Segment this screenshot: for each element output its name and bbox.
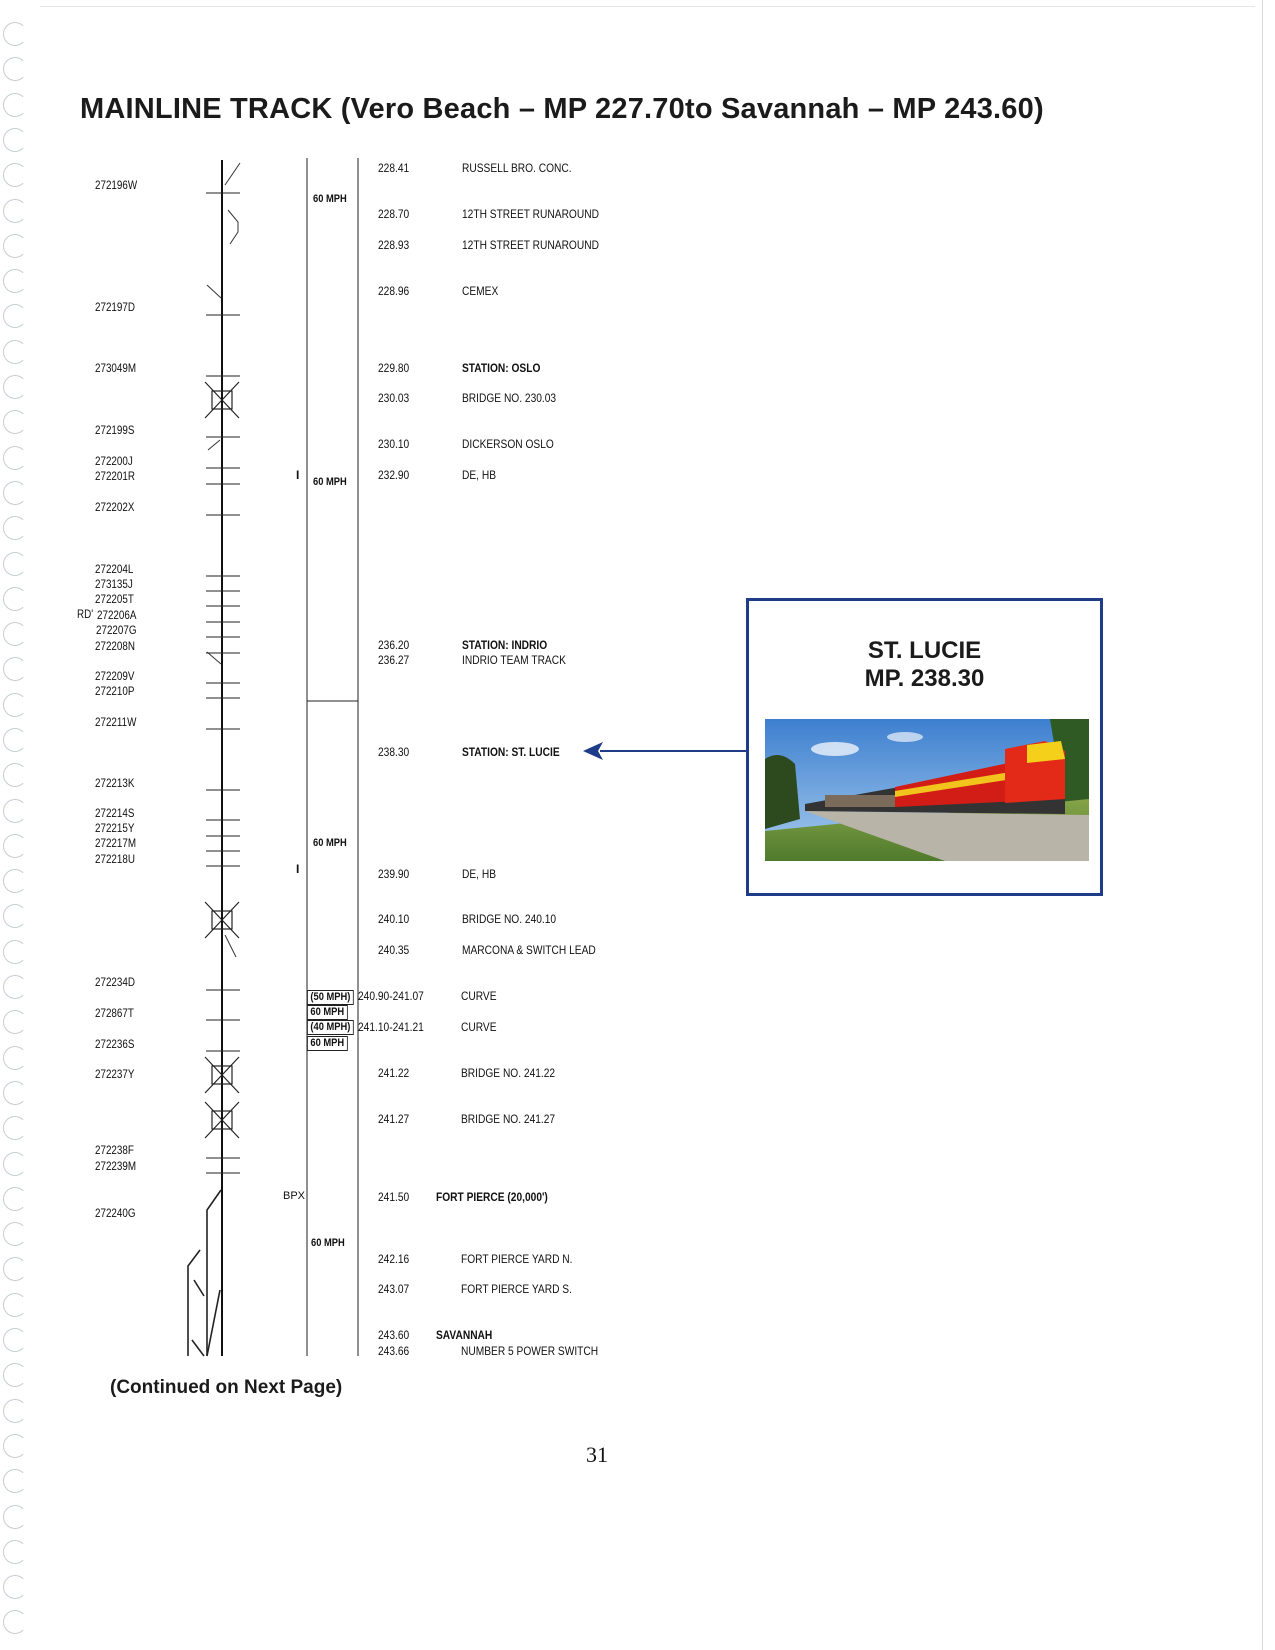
milepost-value: 242.16 — [378, 1252, 410, 1266]
speed-curve-2: (40 MPH) — [307, 1020, 354, 1035]
callout-station-name: ST. LUCIE — [867, 637, 982, 664]
milepost-value: 228.93 — [378, 238, 410, 252]
crossing-label: 272213K — [95, 776, 135, 790]
speed-limit-5: 60 MPH — [307, 1036, 348, 1051]
crossing-label: 272208N — [95, 639, 135, 653]
milepost-value: 241.10-241.21 — [358, 1020, 424, 1034]
turnout-indrio — [207, 652, 221, 664]
milepost-description: STATION: INDRIO — [462, 638, 548, 652]
milepost-value: 239.90 — [378, 867, 410, 881]
runaround-siding — [228, 210, 238, 244]
crossing-label: 272205T — [95, 592, 134, 606]
milepost-value: 243.60 — [378, 1328, 410, 1342]
page-title: MAINLINE TRACK (Vero Beach – MP 227.70to Savannah – MP 243.60) — [80, 93, 1044, 125]
milepost-description: BRIDGE NO. 241.22 — [461, 1066, 556, 1080]
speed-limit-2: 60 MPH — [313, 476, 347, 488]
speed-limit-6: 60 MPH — [311, 1237, 345, 1249]
page-number: 31 — [586, 1442, 608, 1467]
marker-bpx: BPX — [283, 1190, 306, 1202]
crossing-label: 272206A — [97, 608, 137, 622]
milepost-value: 228.70 — [378, 207, 410, 221]
crossing-label: 273135J — [95, 577, 133, 591]
crossing-label: 272217M — [95, 836, 137, 850]
milepost-value: 240.10 — [378, 912, 410, 926]
milepost-value: 241.50 — [378, 1190, 410, 1204]
crossing-label: 272237Y — [95, 1067, 135, 1081]
turnout-marcona — [225, 935, 236, 957]
crossing-label: 272202X — [95, 500, 135, 514]
milepost-description: CEMEX — [462, 284, 499, 298]
milepost-description: BRIDGE NO. 230.03 — [462, 391, 557, 405]
milepost-description: STATION: OSLO — [462, 361, 541, 375]
milepost-description: CURVE — [461, 989, 497, 1003]
crossing-label: 272207G — [96, 623, 137, 637]
speed-curve-1: (50 MPH) — [307, 990, 354, 1005]
train-photo — [765, 719, 1089, 861]
crossing-label: 272197D — [95, 300, 135, 314]
milepost-description: STATION: ST. LUCIE — [462, 745, 560, 759]
turnout-1 — [225, 163, 240, 185]
crossing-label: 272209V — [95, 669, 135, 683]
milepost-description: DICKERSON OSLO — [462, 437, 554, 451]
crossing-label: 272201R — [95, 469, 135, 483]
milepost-description: BRIDGE NO. 240.10 — [462, 912, 557, 926]
milepost-description: FORT PIERCE YARD N. — [461, 1252, 573, 1266]
milepost-description: NUMBER 5 POWER SWITCH — [461, 1344, 599, 1358]
milepost-value: 232.90 — [378, 468, 410, 482]
crossing-label: 272234D — [95, 975, 135, 989]
marker-i-1: I — [296, 468, 300, 482]
yard-tracks — [188, 1190, 221, 1356]
milepost-description: 12TH STREET RUNAROUND — [462, 207, 599, 221]
milepost-description: CURVE — [461, 1020, 497, 1034]
milepost-description: RUSSELL BRO. CONC. — [462, 161, 572, 175]
milepost-value: 236.20 — [378, 638, 410, 652]
marker-i-2: I — [296, 862, 300, 876]
milepost-value: 241.22 — [378, 1066, 410, 1080]
crossing-label: 272218U — [95, 852, 135, 866]
crossing-label: 272200J — [95, 454, 133, 468]
milepost-description: INDRIO TEAM TRACK — [462, 653, 566, 667]
turnout-dickerson — [208, 440, 220, 450]
crossing-label: 272196W — [95, 178, 138, 192]
milepost-value: 241.27 — [378, 1112, 410, 1126]
crossing-label: 272211W — [95, 715, 137, 729]
turnout-cemex — [207, 285, 221, 298]
milepost-description: FORT PIERCE (20,000') — [436, 1190, 548, 1204]
crossing-label: 272199S — [95, 423, 135, 437]
milepost-value: 228.41 — [378, 161, 410, 175]
crossing-label: 272204L — [95, 562, 134, 576]
milepost-value: 228.96 — [378, 284, 410, 298]
milepost-value: 229.80 — [378, 361, 410, 375]
speed-limit-1: 60 MPH — [313, 193, 347, 205]
crossing-label: 272210P — [95, 684, 135, 698]
milepost-value: 230.10 — [378, 437, 410, 451]
st-lucie-callout — [746, 598, 1103, 896]
crossing-prefix: RD' — [77, 607, 94, 621]
milepost-value: 236.27 — [378, 653, 410, 667]
milepost-description: BRIDGE NO. 241.27 — [461, 1112, 556, 1126]
crossing-label: 272867T — [95, 1006, 134, 1020]
crossing-label: 272240G — [95, 1206, 136, 1220]
milepost-value: 240.35 — [378, 943, 410, 957]
milepost-description: DE, HB — [462, 867, 497, 881]
callout-milepost: MP. 238.30 — [864, 665, 985, 692]
crossing-label: 272214S — [95, 806, 135, 820]
milepost-description: SAVANNAH — [436, 1328, 493, 1342]
milepost-description: FORT PIERCE YARD S. — [461, 1282, 572, 1296]
milepost-value: 240.90-241.07 — [358, 989, 424, 1003]
milepost-description: DE, HB — [462, 468, 497, 482]
crossing-label: 273049M — [95, 361, 137, 375]
milepost-description: 12TH STREET RUNAROUND — [462, 238, 599, 252]
crossing-label: 272238F — [95, 1143, 134, 1157]
continued-note: (Continued on Next Page) — [110, 1377, 343, 1398]
crossing-label: 272215Y — [95, 821, 135, 835]
milepost-value: 243.07 — [378, 1282, 410, 1296]
milepost-value: 243.66 — [378, 1344, 410, 1358]
milepost-value: 238.30 — [378, 745, 410, 759]
milepost-value: 230.03 — [378, 391, 410, 405]
crossing-label: 272236S — [95, 1037, 135, 1051]
speed-limit-4: 60 MPH — [307, 1005, 348, 1020]
milepost-description: MARCONA & SWITCH LEAD — [462, 943, 596, 957]
crossing-label: 272239M — [95, 1159, 137, 1173]
speed-limit-3: 60 MPH — [313, 837, 347, 849]
